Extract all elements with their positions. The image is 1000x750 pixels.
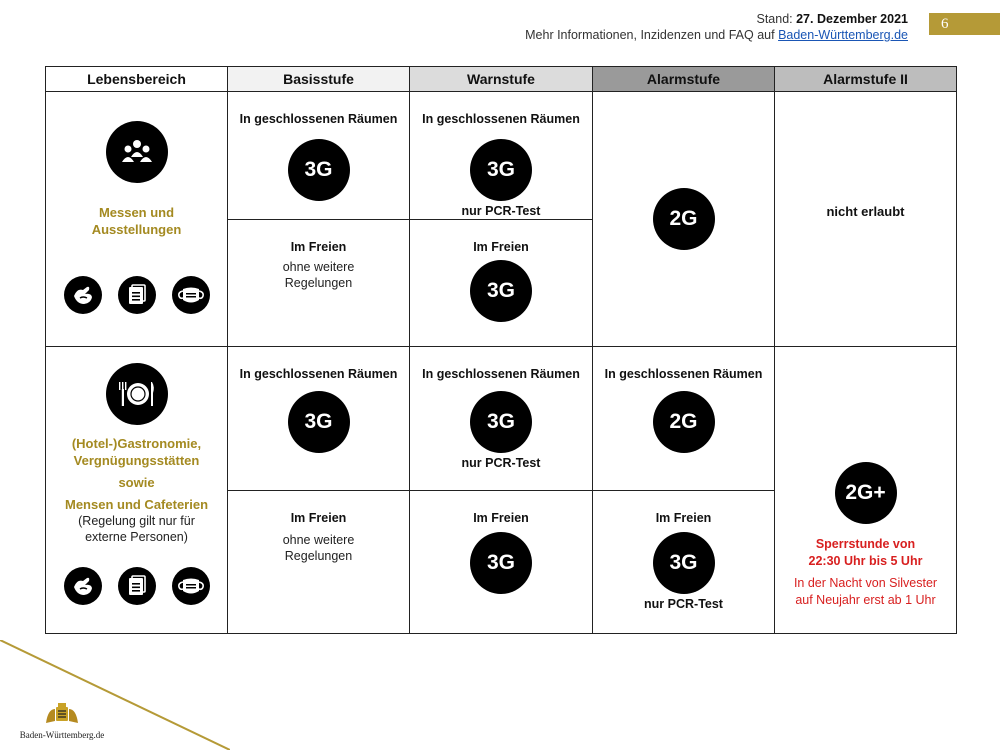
curfew-note-line1: In der Nacht von Silvester bbox=[793, 576, 938, 590]
stand-date: 27. Dezember 2021 bbox=[796, 12, 908, 26]
basis-inside-title: In geschlossenen Räumen bbox=[239, 112, 398, 126]
pcr-note: nur PCR-Test bbox=[461, 204, 541, 218]
info-text: Mehr Informationen, Inzidenzen und FAQ auf bbox=[525, 28, 775, 42]
basis-outside-text-1: ohne weitere bbox=[282, 259, 355, 274]
col-header-warn: Warnstufe bbox=[410, 67, 593, 92]
rule-3g-badge: 3G bbox=[470, 391, 532, 453]
col-header-basis: Basisstufe bbox=[228, 67, 410, 92]
rule-3g-badge: 3G bbox=[288, 139, 350, 201]
area-label-line4: Mensen und Cafeterien bbox=[64, 497, 209, 512]
pcr-note: nur PCR-Test bbox=[461, 456, 541, 470]
warn-inside-title: In geschlossenen Räumen bbox=[422, 367, 580, 381]
pcr-note: nur PCR-Test bbox=[644, 596, 723, 611]
info-link[interactable]: Baden-Württemberg.de bbox=[778, 28, 908, 42]
messen-alarm bbox=[593, 92, 775, 347]
area-label-line1: Messen und bbox=[98, 205, 175, 220]
area-note-line2: externe Personen) bbox=[85, 530, 188, 544]
area-label-line2: Ausstellungen bbox=[91, 222, 182, 237]
gastro-alarm-inside bbox=[593, 347, 775, 491]
area-label-line2: Vergnügungsstätten bbox=[73, 453, 200, 468]
basis-outside-text-2: Regelungen bbox=[284, 275, 353, 290]
area-label-line1: (Hotel-)Gastronomie, bbox=[71, 436, 202, 451]
face-mask-icon bbox=[172, 276, 210, 314]
hand-washing-icon bbox=[64, 276, 102, 314]
header-row bbox=[46, 67, 957, 92]
area-messen bbox=[46, 92, 228, 347]
rule-3g-badge: 3G bbox=[288, 391, 350, 453]
area-note-line1: (Regelung gilt nur für bbox=[78, 514, 195, 528]
alarm-outside-title: Im Freien bbox=[655, 510, 712, 525]
gastro-basis-outside bbox=[228, 490, 410, 634]
messen-basis-inside bbox=[228, 92, 410, 220]
basis-outside-title: Im Freien bbox=[290, 510, 347, 525]
coat-of-arms-icon bbox=[44, 703, 80, 725]
rule-3g-badge: 3G bbox=[653, 532, 715, 594]
gastro-alarm-outside bbox=[593, 490, 775, 634]
rule-3g-badge: 3G bbox=[470, 532, 532, 594]
area-label-line3: sowie bbox=[118, 475, 155, 490]
alarm-inside-title: In geschlossenen Räumen bbox=[604, 367, 763, 381]
basis-inside-title: In geschlossenen Räumen bbox=[239, 367, 398, 381]
row-gastro-top bbox=[46, 347, 957, 491]
curfew-note-line2: auf Neujahr erst ab 1 Uhr bbox=[795, 593, 936, 607]
logo-text: Baden-Württemberg.de bbox=[19, 730, 105, 740]
stand-label: Stand: bbox=[756, 12, 793, 26]
area-gastro bbox=[46, 347, 228, 634]
page-header bbox=[525, 11, 908, 43]
col-header-area: Lebensbereich bbox=[46, 67, 228, 92]
stand-line bbox=[525, 11, 908, 27]
messen-alarm2 bbox=[775, 92, 957, 347]
info-line bbox=[525, 27, 908, 43]
plate-cutlery-icon bbox=[106, 363, 168, 425]
rule-2g-badge: 2G bbox=[653, 391, 715, 453]
basis-outside-title: Im Freien bbox=[290, 239, 347, 254]
row-messen-top bbox=[46, 92, 957, 220]
hand-washing-icon bbox=[64, 567, 102, 605]
basis-outside-text-2: Regelungen bbox=[284, 548, 353, 563]
basis-outside-text-1: ohne weitere bbox=[282, 532, 355, 547]
face-mask-icon bbox=[172, 567, 210, 605]
bw-logo[interactable] bbox=[18, 703, 106, 740]
rules-table bbox=[45, 66, 957, 634]
messen-warn-inside bbox=[410, 92, 593, 220]
col-header-alarm2: Alarmstufe II bbox=[775, 67, 957, 92]
rule-2g-badge: 2G bbox=[653, 188, 715, 250]
gastro-warn-outside bbox=[410, 490, 593, 634]
rule-3g-badge: 3G bbox=[470, 260, 532, 322]
gastro-alarm2 bbox=[775, 347, 957, 634]
messen-basis-outside bbox=[228, 219, 410, 347]
page-number-badge: 6 bbox=[929, 13, 1000, 35]
warn-outside-title: Im Freien bbox=[473, 239, 529, 254]
curfew-line2: 22:30 Uhr bis 5 Uhr bbox=[808, 554, 923, 568]
warn-inside-title: In geschlossenen Räumen bbox=[422, 112, 580, 126]
rule-2g-plus-badge: 2G+ bbox=[835, 462, 897, 524]
rule-3g-badge: 3G bbox=[470, 139, 532, 201]
not-allowed-text: nicht erlaubt bbox=[826, 204, 905, 219]
gastro-warn-inside bbox=[410, 347, 593, 491]
gastro-basis-inside bbox=[228, 347, 410, 491]
warn-outside-title: Im Freien bbox=[473, 510, 529, 525]
messen-warn-outside bbox=[410, 219, 593, 347]
curfew-line1: Sperrstunde von bbox=[815, 537, 916, 551]
document-list-icon bbox=[118, 276, 156, 314]
people-group-icon bbox=[106, 121, 168, 183]
document-list-icon bbox=[118, 567, 156, 605]
col-header-alarm: Alarmstufe bbox=[593, 67, 775, 92]
